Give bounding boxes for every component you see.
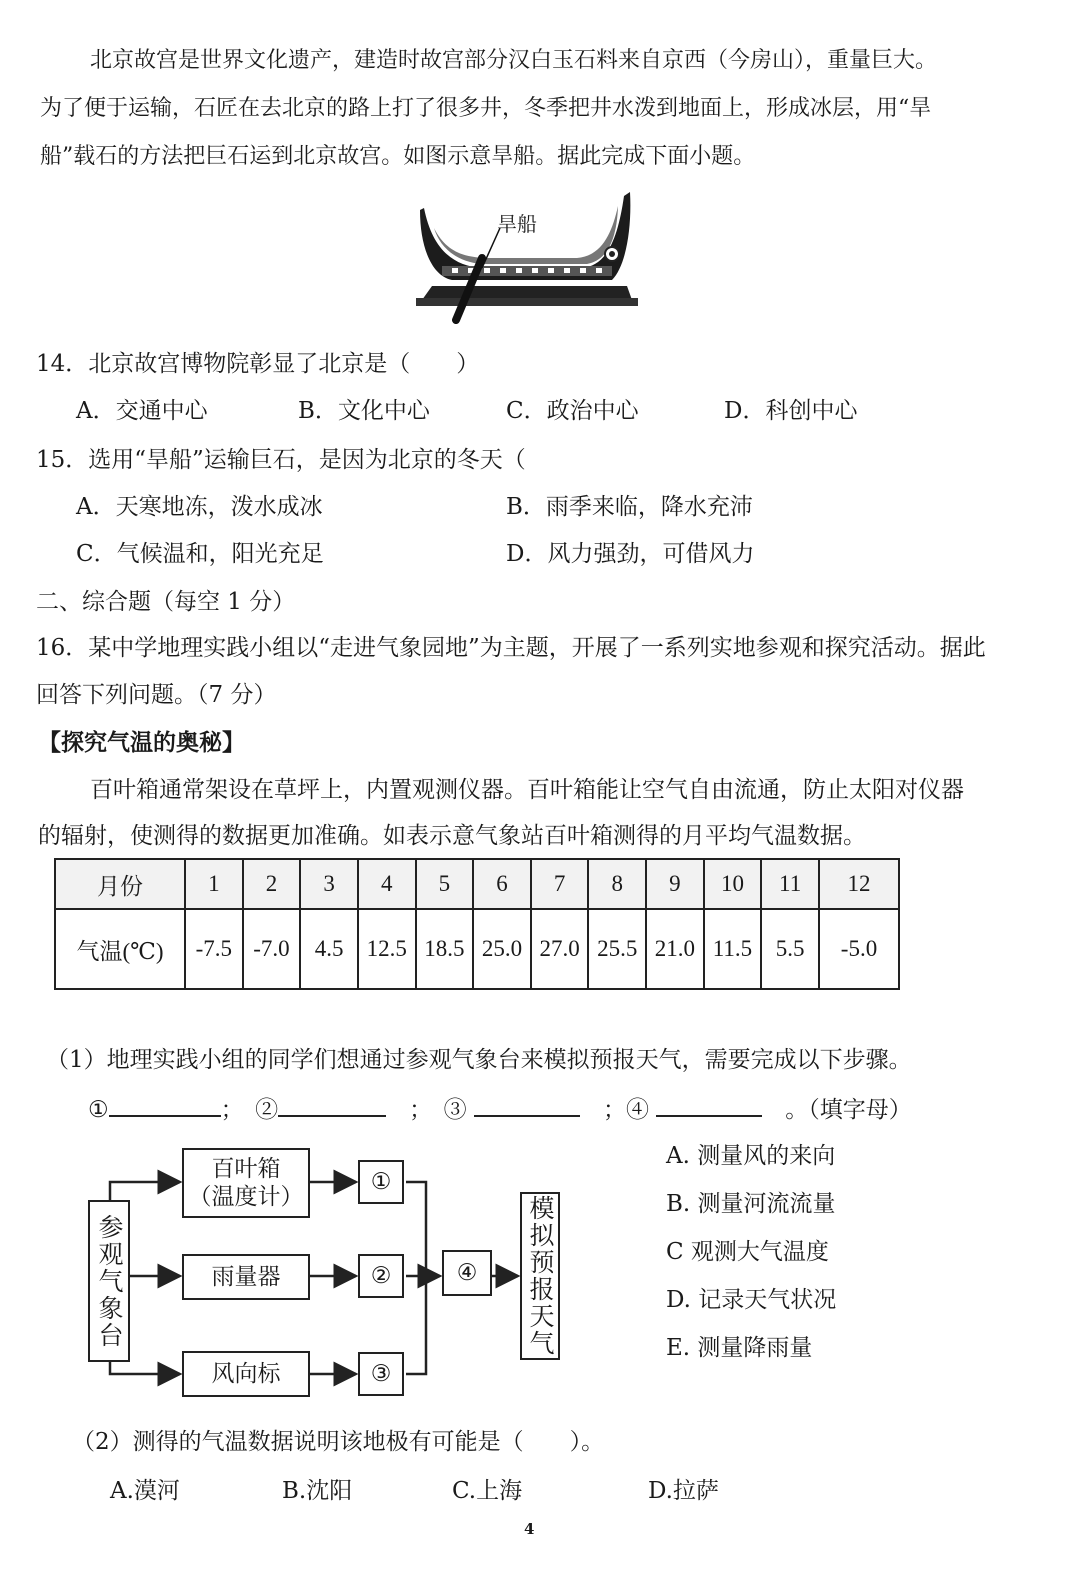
- temperature-table: [54, 858, 900, 990]
- start-visit-box: [88, 1200, 130, 1362]
- passage-line-3: 船”载石的方法把巨石运到北京故宫。如图示意旱船。据此完成下面小题。: [40, 144, 756, 169]
- blank-tail: 。（填字母）: [785, 1097, 912, 1123]
- shelter-label: 百叶箱: [211, 1156, 281, 1182]
- temperature-cell: 21.0: [646, 909, 704, 989]
- month-cell: 2: [243, 859, 301, 909]
- start-visit-label: 参观气象台: [95, 1213, 124, 1349]
- choice-e: E. 测量降雨量: [666, 1335, 813, 1361]
- month-cell: 4: [358, 859, 416, 909]
- month-cell: 5: [416, 859, 474, 909]
- sub2-option-b: B.沈阳: [282, 1478, 353, 1504]
- q14-stem: 14．北京故宫博物院彰显了北京是（ ）: [36, 351, 480, 377]
- temperature-cell: 12.5: [358, 909, 416, 989]
- month-cell: 12: [819, 859, 899, 909]
- q14-option-a: A．交通中心: [76, 398, 208, 424]
- temperature-cell: 27.0: [531, 909, 589, 989]
- temperature-cell: -7.0: [243, 909, 301, 989]
- answer-blank-1[interactable]: [109, 1093, 221, 1117]
- passage-line-2: 为了便于运输，石匠在去北京的路上打了很多井，冬季把井水泼到地面上，形成冰层，用“旱: [40, 96, 932, 121]
- q15-stem: 15．选用“旱船”运输巨石，是因为北京的冬天（: [36, 447, 526, 473]
- answer-blank-3[interactable]: [474, 1093, 580, 1117]
- step-1-box: [358, 1160, 404, 1204]
- temperature-cell: 25.0: [473, 909, 531, 989]
- month-cell: 6: [473, 859, 531, 909]
- answer-blank-4[interactable]: [656, 1093, 762, 1117]
- flowchart-arrows: [80, 1140, 580, 1410]
- q16-subheading: 【探究气温的奥秘】: [38, 729, 245, 756]
- thermometer-label: （温度计）: [188, 1184, 304, 1210]
- blank-label-4: ④: [625, 1097, 649, 1123]
- temperature-cell: 5.5: [761, 909, 819, 989]
- q14-option-b: B．文化中心: [298, 398, 430, 424]
- choice-b: B. 测量河流流量: [666, 1191, 836, 1217]
- temperature-cell: -7.5: [185, 909, 243, 989]
- sub2-option-c: C.上海: [452, 1478, 523, 1504]
- step-3-box: [358, 1352, 404, 1396]
- step-3-label: ③: [370, 1361, 392, 1387]
- step-2-label: ②: [370, 1263, 392, 1289]
- answer-blank-2[interactable]: [278, 1093, 386, 1117]
- month-cell: 3: [300, 859, 358, 909]
- temperature-cell: 4.5: [300, 909, 358, 989]
- month-header: 月份: [55, 859, 185, 909]
- month-cell: 10: [704, 859, 762, 909]
- page-number: 4: [524, 1520, 535, 1538]
- q16-line-1: 16．某中学地理实践小组以“走进气象园地”为主题，开展了一系列实地参观和探究活动。据此: [36, 635, 986, 661]
- choice-c: C 观测大气温度: [666, 1239, 829, 1265]
- month-cell: 9: [646, 859, 704, 909]
- sub2-stem: （2）测得的气温数据说明该地极有可能是（ ）。: [72, 1429, 605, 1455]
- q15-option-c: C．气候温和，阳光充足: [76, 541, 324, 567]
- choice-d: D. 记录天气状况: [666, 1287, 837, 1313]
- temperature-cell: 11.5: [704, 909, 762, 989]
- q15-option-b: B．雨季来临，降水充沛: [506, 494, 753, 520]
- q16-line-2: 回答下列问题。（7 分）: [36, 682, 277, 708]
- month-cell: 1: [185, 859, 243, 909]
- sub2-option-d: D.拉萨: [648, 1478, 719, 1504]
- month-cell: 7: [531, 859, 589, 909]
- q15-option-d: D．风力强劲，可借风力: [506, 541, 755, 567]
- section-2-title: 二、综合题（每空 1 分）: [36, 589, 296, 615]
- rain-gauge-label: 雨量器: [211, 1264, 281, 1290]
- month-cell: 8: [588, 859, 646, 909]
- q16-para-2: 的辐射，使测得的数据更加准确。如表示意气象站百叶箱测得的月平均气温数据。: [38, 823, 866, 849]
- passage-line-1: 北京故宫是世界文化遗产，建造时故宫部分汉白玉石料来自京西（今房山），重量巨大。: [90, 48, 938, 73]
- temperature-cell: 18.5: [416, 909, 474, 989]
- boat-label: 旱船: [497, 212, 537, 236]
- q15-option-a: A．天寒地冻，泼水成冰: [76, 494, 323, 520]
- q14-option-d: D．科创中心: [724, 398, 858, 424]
- simulate-forecast-label: 模拟预报天气: [526, 1195, 555, 1357]
- temperature-row: [55, 909, 899, 989]
- temperature-cell: 25.5: [588, 909, 646, 989]
- step-1-label: ①: [370, 1169, 392, 1195]
- step-4-label: ④: [456, 1260, 478, 1286]
- wind-vane-box: [182, 1351, 310, 1397]
- temperature-cell: -5.0: [819, 909, 899, 989]
- step-4-box: [442, 1250, 492, 1296]
- sub2-option-a: A.漠河: [110, 1478, 180, 1504]
- rain-gauge-box: [182, 1254, 310, 1300]
- choice-a: A. 测量风的来向: [666, 1143, 836, 1169]
- wind-vane-label: 风向标: [211, 1361, 281, 1387]
- q16-para-1: 百叶箱通常架设在草坪上，内置观测仪器。百叶箱能让空气自由流通，防止太阳对仪器: [90, 777, 964, 803]
- simulate-forecast-box: [520, 1192, 560, 1360]
- sub1-stem: （1）地理实践小组的同学们想通过参观气象台来模拟预报天气，需要完成以下步骤。: [46, 1047, 912, 1073]
- blank-label-3: ③: [443, 1097, 467, 1123]
- thermometer-shelter-box: [182, 1148, 310, 1218]
- answer-blanks: ① ； ② ； ③ ；④ 。（填字母）: [88, 1093, 912, 1124]
- blank-label-1: ①: [88, 1097, 109, 1123]
- blank-label-2: ②: [255, 1097, 279, 1123]
- step-2-box: [358, 1254, 404, 1298]
- month-row: [55, 859, 899, 909]
- temperature-header: 气温(℃): [55, 909, 185, 989]
- q14-option-c: C．政治中心: [506, 398, 639, 424]
- month-cell: 11: [761, 859, 819, 909]
